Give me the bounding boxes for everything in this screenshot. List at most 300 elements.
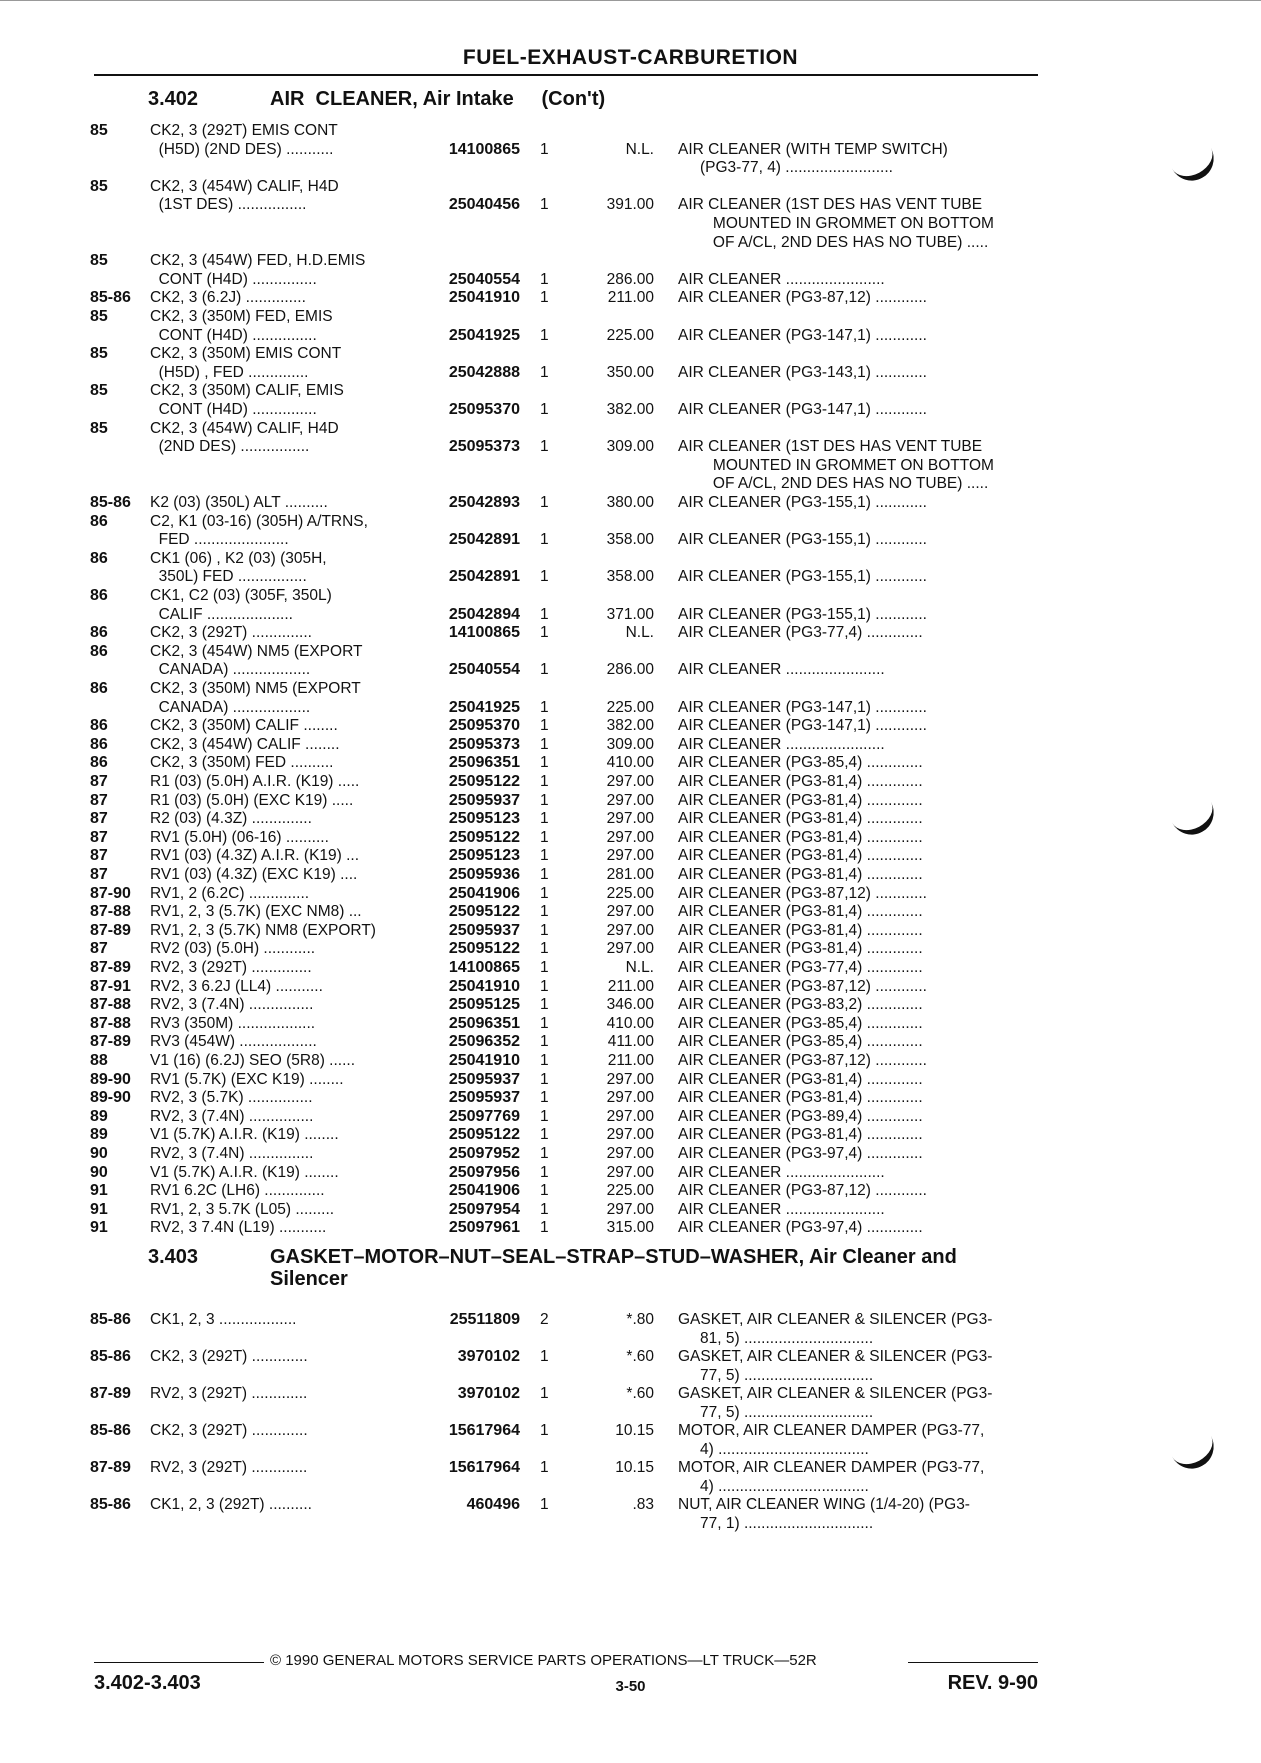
part-number: 25095122 — [448, 903, 520, 921]
description: AIR CLEANER (PG3-85,4) ............. — [678, 1033, 923, 1051]
quantity: 1 — [540, 921, 549, 939]
price: 358.00 — [606, 568, 654, 586]
part-number: 25097956 — [448, 1163, 520, 1181]
model-year: 90 — [90, 1163, 108, 1181]
model-application: CK2, 3 (292T) EMIS CONT — [150, 122, 338, 139]
quantity: 1 — [540, 1089, 549, 1107]
quantity: 1 — [540, 624, 549, 642]
model-year: 86 — [90, 624, 108, 642]
description: (PG3-77, 4) ......................... — [700, 159, 893, 177]
model-application: CK2, 3 (350M) EMIS CONT — [150, 345, 342, 363]
part-number: 25097954 — [448, 1200, 520, 1218]
price: 225.00 — [606, 698, 654, 716]
price: *.60 — [626, 1385, 654, 1402]
price: 286.00 — [606, 270, 654, 288]
title-rule — [94, 74, 1038, 76]
part-number: 25041925 — [448, 326, 520, 344]
price: 297.00 — [606, 810, 654, 828]
section-title: GASKET–MOTOR–NUT–SEAL–STRAP–STUD–WASHER, Air Cleaner and — [270, 1246, 957, 1268]
part-number: 25095123 — [448, 847, 520, 865]
part-number: 460496 — [466, 1496, 520, 1513]
model-application: K2 (03) (350L) ALT .......... — [150, 494, 328, 511]
price: 410.00 — [606, 1014, 654, 1032]
price: 410.00 — [606, 754, 654, 772]
description: 4) ................................... — [700, 1478, 869, 1495]
description: AIR CLEANER (PG3-81,4) ............. — [678, 866, 923, 883]
model-application: RV1 (5.0H) (06-16) .......... — [150, 828, 329, 846]
description: AIR CLEANER (PG3-155,1) ............ — [678, 568, 927, 586]
price: 297.00 — [606, 828, 654, 846]
model-year: 87 — [90, 791, 108, 809]
quantity: 1 — [540, 401, 549, 418]
description: AIR CLEANER (PG3-81,4) ............. — [678, 847, 923, 865]
price: N.L. — [625, 140, 654, 158]
model-application: V1 (5.7K) A.I.R. (K19) ........ — [150, 1163, 339, 1181]
quantity: 1 — [540, 903, 549, 921]
model-year: 87-88 — [90, 903, 131, 921]
model-application: RV3 (454W) .................. — [150, 1033, 317, 1051]
price: 10.15 — [615, 1459, 654, 1476]
description: AIR CLEANER (PG3-147,1) ............ — [678, 698, 927, 716]
price: 225.00 — [606, 884, 654, 902]
price: 350.00 — [606, 363, 654, 381]
description: AIR CLEANER (PG3-83,2) ............. — [678, 996, 923, 1014]
model-year: 87 — [90, 773, 108, 790]
price: 309.00 — [606, 438, 654, 456]
price: *.60 — [626, 1348, 654, 1365]
part-number: 25041910 — [448, 289, 520, 307]
part-number: 3970102 — [457, 1348, 520, 1365]
description: AIR CLEANER (PG3-147,1) ............ — [678, 717, 927, 735]
description: AIR CLEANER ....................... — [678, 735, 885, 753]
model-year: 89 — [90, 1126, 108, 1144]
price: 297.00 — [606, 1070, 654, 1088]
description: GASKET, AIR CLEANER & SILENCER (PG3- — [678, 1311, 993, 1328]
part-number: 25095123 — [448, 810, 520, 828]
model-application: CANADA) .................. — [150, 661, 311, 679]
quantity: 1 — [540, 1422, 549, 1439]
model-year: 90 — [90, 1145, 108, 1162]
part-number: 25095122 — [448, 773, 520, 790]
description: MOTOR, AIR CLEANER DAMPER (PG3-77, — [678, 1422, 985, 1439]
part-number: 14100865 — [448, 959, 520, 976]
description: AIR CLEANER (PG3-155,1) ............ — [678, 494, 927, 511]
footer-copyright-line — [94, 1652, 1038, 1672]
description: AIR CLEANER (PG3-87,12) ............ — [678, 289, 927, 307]
description: AIR CLEANER (PG3-143,1) ............ — [678, 363, 927, 381]
quantity: 1 — [540, 847, 549, 865]
description: MOUNTED IN GROMMET ON BOTTOM — [700, 456, 994, 474]
price: 380.00 — [606, 494, 654, 511]
model-year: 85-86 — [90, 1496, 131, 1513]
quantity: 1 — [540, 1496, 549, 1513]
description: AIR CLEANER (PG3-89,4) ............. — [678, 1107, 923, 1125]
section-heading-3403 — [148, 1246, 1048, 1296]
model-application: RV1, 2 (6.2C) .............. — [150, 884, 310, 902]
model-year: 91 — [90, 1219, 108, 1237]
model-application: (2ND DES) ................ — [150, 438, 310, 456]
price: N.L. — [625, 959, 654, 976]
section-number: 3.403 — [148, 1246, 199, 1268]
quantity: 1 — [540, 1070, 549, 1088]
footer-rule-right — [908, 1662, 1038, 1663]
part-number: 3970102 — [457, 1385, 520, 1402]
price: 297.00 — [606, 1163, 654, 1181]
description: AIR CLEANER (PG3-85,4) ............. — [678, 1014, 923, 1032]
part-number: 25095373 — [448, 735, 520, 753]
description: AIR CLEANER (PG3-81,4) ............. — [678, 1126, 923, 1144]
quantity: 1 — [540, 196, 549, 214]
model-year: 91 — [90, 1182, 108, 1200]
quantity: 1 — [540, 773, 549, 790]
description: 77, 5) .............................. — [700, 1367, 874, 1384]
quantity: 1 — [540, 866, 549, 883]
price: 371.00 — [606, 605, 654, 623]
model-application: CONT (H4D) ............... — [150, 270, 317, 288]
description: AIR CLEANER (PG3-85,4) ............. — [678, 754, 923, 772]
part-number: 25042891 — [448, 531, 520, 549]
price: 297.00 — [606, 1089, 654, 1107]
part-number: 25511809 — [449, 1311, 520, 1328]
price: 211.00 — [607, 289, 654, 307]
part-number: 25095122 — [448, 940, 520, 958]
model-application: RV2, 3 (292T) ............. — [150, 1459, 308, 1476]
part-number: 25095122 — [448, 828, 520, 846]
model-application: RV1 (5.7K) (EXC K19) ........ — [150, 1070, 344, 1088]
model-year: 86 — [90, 735, 108, 753]
model-application: CK2, 3 (350M) FED, EMIS — [150, 308, 333, 325]
model-application: RV1 (03) (4.3Z) A.I.R. (K19) ... — [150, 847, 360, 865]
quantity: 1 — [540, 289, 549, 307]
quantity: 1 — [540, 717, 549, 735]
part-number: 25096351 — [448, 754, 520, 772]
quantity: 1 — [540, 140, 549, 158]
description: AIR CLEANER ....................... — [678, 1163, 885, 1181]
model-application: RV2, 3 (5.7K) ............... — [150, 1089, 313, 1107]
price: 297.00 — [606, 1107, 654, 1125]
quantity: 1 — [540, 270, 549, 288]
model-application: CANADA) .................. — [150, 698, 311, 716]
model-year: 85 — [90, 345, 108, 363]
model-year: 87 — [90, 847, 108, 865]
description: AIR CLEANER (PG3-81,4) ............. — [678, 1089, 923, 1107]
price: 297.00 — [606, 903, 654, 921]
description: AIR CLEANER (PG3-81,4) ............. — [678, 903, 923, 921]
section-heading-3402 — [148, 88, 1048, 112]
quantity: 1 — [540, 1145, 549, 1162]
model-application: CK2, 3 (292T) ............. — [150, 1422, 308, 1439]
description: 81, 5) .............................. — [700, 1330, 874, 1347]
model-application: CK2, 3 (292T) .............. — [150, 624, 312, 642]
part-number: 25041925 — [448, 698, 520, 716]
part-number: 25095373 — [448, 438, 520, 456]
description: AIR CLEANER (PG3-81,4) ............. — [678, 791, 923, 809]
price: N.L. — [625, 624, 654, 642]
quantity: 1 — [540, 494, 549, 511]
part-number: 15617964 — [448, 1459, 520, 1476]
quantity: 1 — [540, 1200, 549, 1218]
quantity: 1 — [540, 959, 549, 976]
description: AIR CLEANER (PG3-81,4) ............. — [678, 828, 923, 846]
price: 211.00 — [607, 1052, 654, 1069]
description: AIR CLEANER (PG3-147,1) ............ — [678, 401, 927, 418]
model-year: 87-89 — [90, 921, 131, 939]
footer-page-number: 3-50 — [615, 1678, 646, 1695]
quantity: 1 — [540, 605, 549, 623]
price: *.80 — [626, 1311, 654, 1328]
description: AIR CLEANER (PG3-87,12) ............ — [678, 977, 927, 995]
model-application: RV2, 3 (7.4N) ............... — [150, 996, 314, 1014]
section-title-cont: Silencer — [270, 1268, 348, 1290]
part-number: 14100865 — [448, 140, 520, 158]
model-application: RV2, 3 (292T) .............. — [150, 959, 312, 976]
description: AIR CLEANER (PG3-81,4) ............. — [678, 1070, 923, 1088]
quantity: 1 — [540, 828, 549, 846]
model-year: 85 — [90, 252, 108, 270]
model-year: 87-89 — [90, 1385, 131, 1402]
description: AIR CLEANER ....................... — [678, 1200, 885, 1218]
model-application: RV2, 3 (7.4N) ............... — [150, 1107, 314, 1125]
model-application: CK2, 3 (6.2J) .............. — [150, 289, 306, 307]
part-number: 25042893 — [448, 494, 520, 511]
model-application: RV2, 3 7.4N (L19) ........... — [150, 1219, 327, 1237]
model-year: 85-86 — [90, 1422, 131, 1439]
footer-copyright: © 1990 GENERAL MOTORS SERVICE PARTS OPERATIONS—LT TRUCK—52R — [270, 1652, 817, 1669]
part-number: 25040456 — [448, 196, 520, 214]
description: AIR CLEANER (PG3-155,1) ............ — [678, 605, 927, 623]
description: OF A/CL, 2ND DES HAS NO TUBE) ..... — [700, 233, 989, 251]
model-year: 87 — [90, 866, 108, 883]
part-number: 25096352 — [448, 1033, 520, 1051]
price: 286.00 — [606, 661, 654, 679]
quantity: 1 — [540, 735, 549, 753]
description: GASKET, AIR CLEANER & SILENCER (PG3- — [678, 1385, 993, 1402]
quantity: 1 — [540, 1033, 549, 1051]
part-number: 25042888 — [448, 363, 520, 381]
description: AIR CLEANER (PG3-87,12) ............ — [678, 1182, 927, 1200]
price: 297.00 — [606, 1200, 654, 1218]
model-application: CK1, 2, 3 (292T) .......... — [150, 1496, 312, 1513]
model-year: 87-88 — [90, 996, 131, 1014]
model-year: 87-89 — [90, 1033, 131, 1051]
model-year: 88 — [90, 1052, 108, 1069]
model-application: R1 (03) (5.0H) A.I.R. (K19) ..... — [150, 773, 360, 790]
part-number: 25096351 — [448, 1014, 520, 1032]
price: 225.00 — [606, 1182, 654, 1200]
part-number: 15617964 — [448, 1422, 520, 1439]
description: OF A/CL, 2ND DES HAS NO TUBE) ..... — [700, 475, 989, 493]
description: AIR CLEANER (PG3-97,4) ............. — [678, 1145, 923, 1162]
description: AIR CLEANER (1ST DES HAS VENT TUBE — [678, 196, 983, 214]
quantity: 1 — [540, 661, 549, 679]
model-year: 87-89 — [90, 959, 131, 976]
description: AIR CLEANER (PG3-87,12) ............ — [678, 1052, 927, 1069]
model-application: RV2, 3 (7.4N) ............... — [150, 1145, 314, 1162]
price: 382.00 — [606, 717, 654, 735]
part-number: 25042891 — [448, 568, 520, 586]
model-application: RV1, 2, 3 5.7K (L05) ......... — [150, 1200, 335, 1218]
quantity: 1 — [540, 791, 549, 809]
part-number: 25041910 — [448, 977, 520, 995]
quantity: 1 — [540, 1126, 549, 1144]
price: .83 — [632, 1496, 654, 1513]
model-year: 89 — [90, 1107, 108, 1125]
price: 382.00 — [606, 401, 654, 418]
quantity: 1 — [540, 977, 549, 995]
part-number: 25041910 — [448, 1052, 520, 1069]
quantity: 1 — [540, 996, 549, 1014]
description: AIR CLEANER (WITH TEMP SWITCH) — [678, 140, 948, 158]
footer-section-range: 3.402-3.403 — [94, 1672, 201, 1694]
model-year: 89-90 — [90, 1089, 131, 1107]
model-year: 86 — [90, 680, 108, 697]
model-application: CK2, 3 (454W) CALIF ........ — [150, 735, 340, 753]
description: AIR CLEANER (PG3-87,12) ............ — [678, 884, 927, 902]
model-application: FED ...................... — [150, 531, 289, 549]
price: 411.00 — [607, 1033, 654, 1051]
model-application: CK2, 3 (454W) NM5 (EXPORT — [150, 642, 363, 660]
description: AIR CLEANER (PG3-97,4) ............. — [678, 1219, 923, 1237]
model-application: C2, K1 (03-16) (305H) A/TRNS, — [150, 512, 368, 530]
description: 77, 5) .............................. — [700, 1404, 874, 1421]
description: AIR CLEANER ....................... — [678, 661, 885, 679]
part-number: 25041906 — [448, 1182, 520, 1200]
footer-revision: REV. 9-90 — [947, 1672, 1038, 1694]
model-year: 85-86 — [90, 289, 131, 307]
model-application: RV2 (03) (5.0H) ............ — [150, 940, 316, 958]
quantity: 1 — [540, 698, 549, 716]
description: AIR CLEANER (PG3-155,1) ............ — [678, 531, 927, 549]
price: 358.00 — [606, 531, 654, 549]
part-number: 25040554 — [448, 270, 520, 288]
part-number: 25095937 — [448, 1089, 520, 1107]
quantity: 1 — [540, 531, 549, 549]
description: AIR CLEANER (1ST DES HAS VENT TUBE — [678, 438, 983, 456]
model-year: 86 — [90, 717, 108, 735]
model-year: 85 — [90, 419, 108, 437]
section-title: AIR CLEANER, Air Intake (Con't) — [270, 88, 606, 110]
description: AIR CLEANER (PG3-81,4) ............. — [678, 810, 923, 828]
price: 225.00 — [606, 326, 654, 344]
model-year: 85-86 — [90, 1311, 131, 1328]
model-application: CK2, 3 (454W) CALIF, H4D — [150, 419, 339, 437]
price: 10.15 — [615, 1422, 654, 1439]
model-application: CK2, 3 (292T) ............. — [150, 1348, 308, 1365]
price: 297.00 — [606, 847, 654, 865]
part-number: 25095937 — [448, 921, 520, 939]
model-application: RV1 6.2C (LH6) .............. — [150, 1182, 325, 1200]
model-application: RV3 (350M) .................. — [150, 1014, 316, 1032]
model-application: 350L) FED ................ — [150, 568, 307, 586]
description: AIR CLEANER (PG3-77,4) ............. — [678, 624, 923, 642]
price: 297.00 — [606, 1145, 654, 1162]
quantity: 1 — [540, 1459, 549, 1476]
model-year: 85 — [90, 122, 108, 139]
part-number: 25095936 — [448, 866, 520, 883]
model-application: RV2, 3 6.2J (LL4) ........... — [150, 977, 323, 995]
quantity: 1 — [540, 1052, 549, 1069]
quantity: 1 — [540, 363, 549, 381]
quantity: 1 — [540, 1348, 549, 1365]
model-application: RV2, 3 (292T) ............. — [150, 1385, 308, 1402]
part-number: 25097961 — [448, 1219, 520, 1237]
model-year: 85 — [90, 177, 108, 195]
price: 297.00 — [606, 921, 654, 939]
quantity: 1 — [540, 568, 549, 586]
model-application: CK2, 3 (350M) CALIF, EMIS — [150, 382, 344, 400]
price: 391.00 — [606, 196, 654, 214]
description: AIR CLEANER (PG3-81,4) ............. — [678, 921, 923, 939]
part-number: 25095937 — [448, 791, 520, 809]
page-title: FUEL-EXHAUST-CARBURETION — [462, 46, 799, 69]
model-year: 89-90 — [90, 1070, 131, 1088]
model-year: 85 — [90, 382, 108, 400]
model-application: V1 (16) (6.2J) SEO (5R8) ...... — [150, 1052, 356, 1069]
part-number: 25041906 — [448, 884, 520, 902]
quantity: 1 — [540, 810, 549, 828]
price: 297.00 — [606, 773, 654, 790]
model-year: 91 — [90, 1200, 108, 1218]
price: 211.00 — [607, 977, 654, 995]
description: GASKET, AIR CLEANER & SILENCER (PG3- — [678, 1348, 993, 1365]
part-number: 25095370 — [448, 401, 520, 418]
model-year: 86 — [90, 512, 108, 530]
model-application: R1 (03) (5.0H) (EXC K19) ..... — [150, 791, 354, 809]
part-number: 25042894 — [448, 605, 520, 623]
part-number: 25097952 — [448, 1145, 520, 1162]
binder-hole-mark — [1167, 1426, 1222, 1477]
model-year: 87-89 — [90, 1459, 131, 1476]
quantity: 1 — [540, 1107, 549, 1125]
model-application: V1 (5.7K) A.I.R. (K19) ........ — [150, 1126, 339, 1144]
price: 297.00 — [606, 1126, 654, 1144]
model-application: (H5D) (2ND DES) ........... — [150, 140, 334, 158]
part-number: 25040554 — [448, 661, 520, 679]
model-application: CK1 (06) , K2 (03) (305H, — [150, 549, 327, 567]
model-application: CALIF .................... — [150, 605, 293, 623]
description: AIR CLEANER ....................... — [678, 270, 885, 288]
model-application: CK2, 3 (350M) FED .......... — [150, 754, 334, 772]
model-year: 87-90 — [90, 884, 131, 902]
binder-hole-mark — [1167, 792, 1222, 843]
model-application: CK2, 3 (454W) CALIF, H4D — [150, 177, 339, 195]
price: 297.00 — [606, 940, 654, 958]
description: MOTOR, AIR CLEANER DAMPER (PG3-77, — [678, 1459, 985, 1476]
description: NUT, AIR CLEANER WING (1/4-20) (PG3- — [678, 1496, 970, 1513]
quantity: 2 — [540, 1311, 549, 1328]
price: 315.00 — [606, 1219, 654, 1237]
quantity: 1 — [540, 884, 549, 902]
price: 309.00 — [606, 735, 654, 753]
model-year: 85-86 — [90, 1348, 131, 1365]
model-application: R2 (03) (4.3Z) .............. — [150, 810, 312, 828]
section-number: 3.402 — [148, 88, 199, 110]
model-application: (H5D) , FED .............. — [150, 363, 309, 381]
model-application: CK1, 2, 3 .................. — [150, 1311, 297, 1328]
model-application: RV1, 2, 3 (5.7K) (EXC NM8) ... — [150, 903, 362, 921]
model-year: 87-88 — [90, 1014, 131, 1032]
model-year: 85 — [90, 308, 108, 325]
quantity: 1 — [540, 438, 549, 456]
quantity: 1 — [540, 1182, 549, 1200]
model-application: CK2, 3 (454W) FED, H.D.EMIS — [150, 252, 366, 270]
part-number: 14100865 — [448, 624, 520, 642]
model-application: CK1, C2 (03) (305F, 350L) — [150, 587, 332, 604]
description: AIR CLEANER (PG3-77,4) ............. — [678, 959, 923, 976]
description: AIR CLEANER (PG3-81,4) ............. — [678, 940, 923, 958]
model-year: 86 — [90, 754, 108, 772]
description: MOUNTED IN GROMMET ON BOTTOM — [700, 215, 994, 232]
